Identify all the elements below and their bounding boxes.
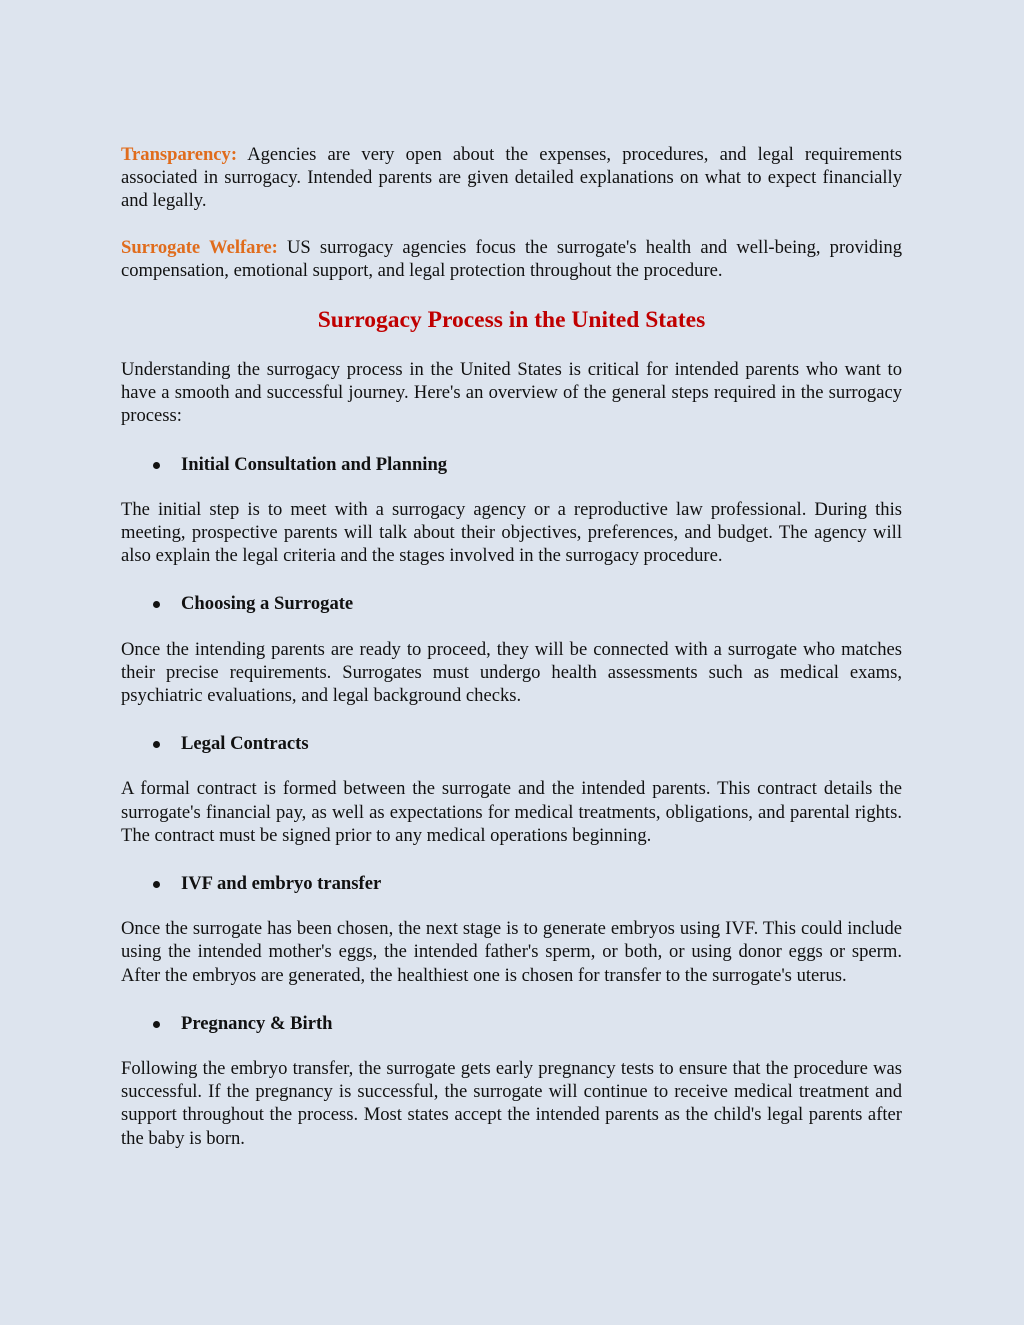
transparency-label: Transparency: bbox=[121, 144, 238, 165]
bullet-dot-icon bbox=[153, 462, 160, 469]
section-heading: Surrogacy Process in the United States bbox=[317, 307, 706, 334]
section-intro-paragraph: Understanding the surrogacy process in the United States is critical for intended parents who want to have a smooth and successful journey. Here's an overview of the general steps required in the surrogacy process: bbox=[121, 359, 902, 427]
transparency-text: Agencies are very open about the expenses, procedures, and legal requirements associated in surrogacy. Intended parents are given detailed explanations on what to expect financially and legally. bbox=[121, 144, 902, 212]
step-title: Pregnancy & Birth bbox=[181, 1012, 333, 1034]
step-bullet-ivf-embryo-transfer bbox=[121, 872, 902, 895]
step-title: Choosing a Surrogate bbox=[181, 593, 354, 615]
step-paragraph-initial-consultation: The initial step is to meet with a surrogacy agency or a reproductive law professional. During this meeting, prospective parents will talk about their objectives, preferences, and budget. The agency will also explain the legal criteria and the stages involved in the surrogacy procedure. bbox=[121, 498, 902, 567]
step-title: Initial Consultation and Planning bbox=[181, 453, 448, 475]
step-paragraph-choosing-surrogate: Once the intending parents are ready to proceed, they will be connected with a surrogate who matches their precise requirements. Surrogates must undergo health assessments such as medical exams, psychiatric evaluations, and legal background checks. bbox=[121, 638, 902, 707]
document-content bbox=[121, 143, 902, 1150]
bullet-dot-icon bbox=[153, 741, 160, 748]
surrogate-welfare-paragraph bbox=[121, 236, 902, 282]
transparency-paragraph bbox=[121, 143, 902, 213]
step-paragraph-ivf-embryo-transfer: Once the surrogate has been chosen, the next stage is to generate embryos using IVF. This could include using the intended mother's eggs, the intended father's sperm, or both, or using donor eggs or sperm. After the embryos are generated, the healthiest one is chosen for transfer to the surrogate's uterus. bbox=[121, 918, 902, 986]
step-bullet-choosing-surrogate bbox=[121, 592, 902, 615]
step-paragraph-pregnancy-birth: Following the embryo transfer, the surrogate gets early pregnancy tests to ensure that the procedure was successful. If the pregnancy is successful, the surrogate will continue to receive medical treatment and support throughout the process. Most states accept the intended parents as the child's legal parents after the baby is born. bbox=[121, 1058, 902, 1149]
surrogate-welfare-text: US surrogacy agencies focus the surrogate's health and well-being, providing compensation, emotional support, and legal protection throughout the procedure. bbox=[121, 236, 902, 281]
step-title: Legal Contracts bbox=[181, 733, 309, 755]
bullet-dot-icon bbox=[153, 1021, 160, 1028]
step-bullet-pregnancy-birth bbox=[121, 1012, 902, 1035]
step-paragraph-legal-contracts: A formal contract is formed between the surrogate and the intended parents. This contract details the surrogate's financial pay, as well as expectations for medical treatments, obligations, and parental rights. The contract must be signed prior to any medical operations beginning. bbox=[121, 778, 902, 846]
bullet-dot-icon bbox=[153, 881, 160, 888]
step-bullet-legal-contracts bbox=[121, 732, 902, 755]
step-title: IVF and embryo transfer bbox=[181, 873, 382, 895]
surrogate-welfare-label: Surrogate Welfare: bbox=[121, 236, 278, 258]
step-bullet-initial-consultation bbox=[121, 453, 902, 476]
bullet-dot-icon bbox=[153, 601, 160, 608]
